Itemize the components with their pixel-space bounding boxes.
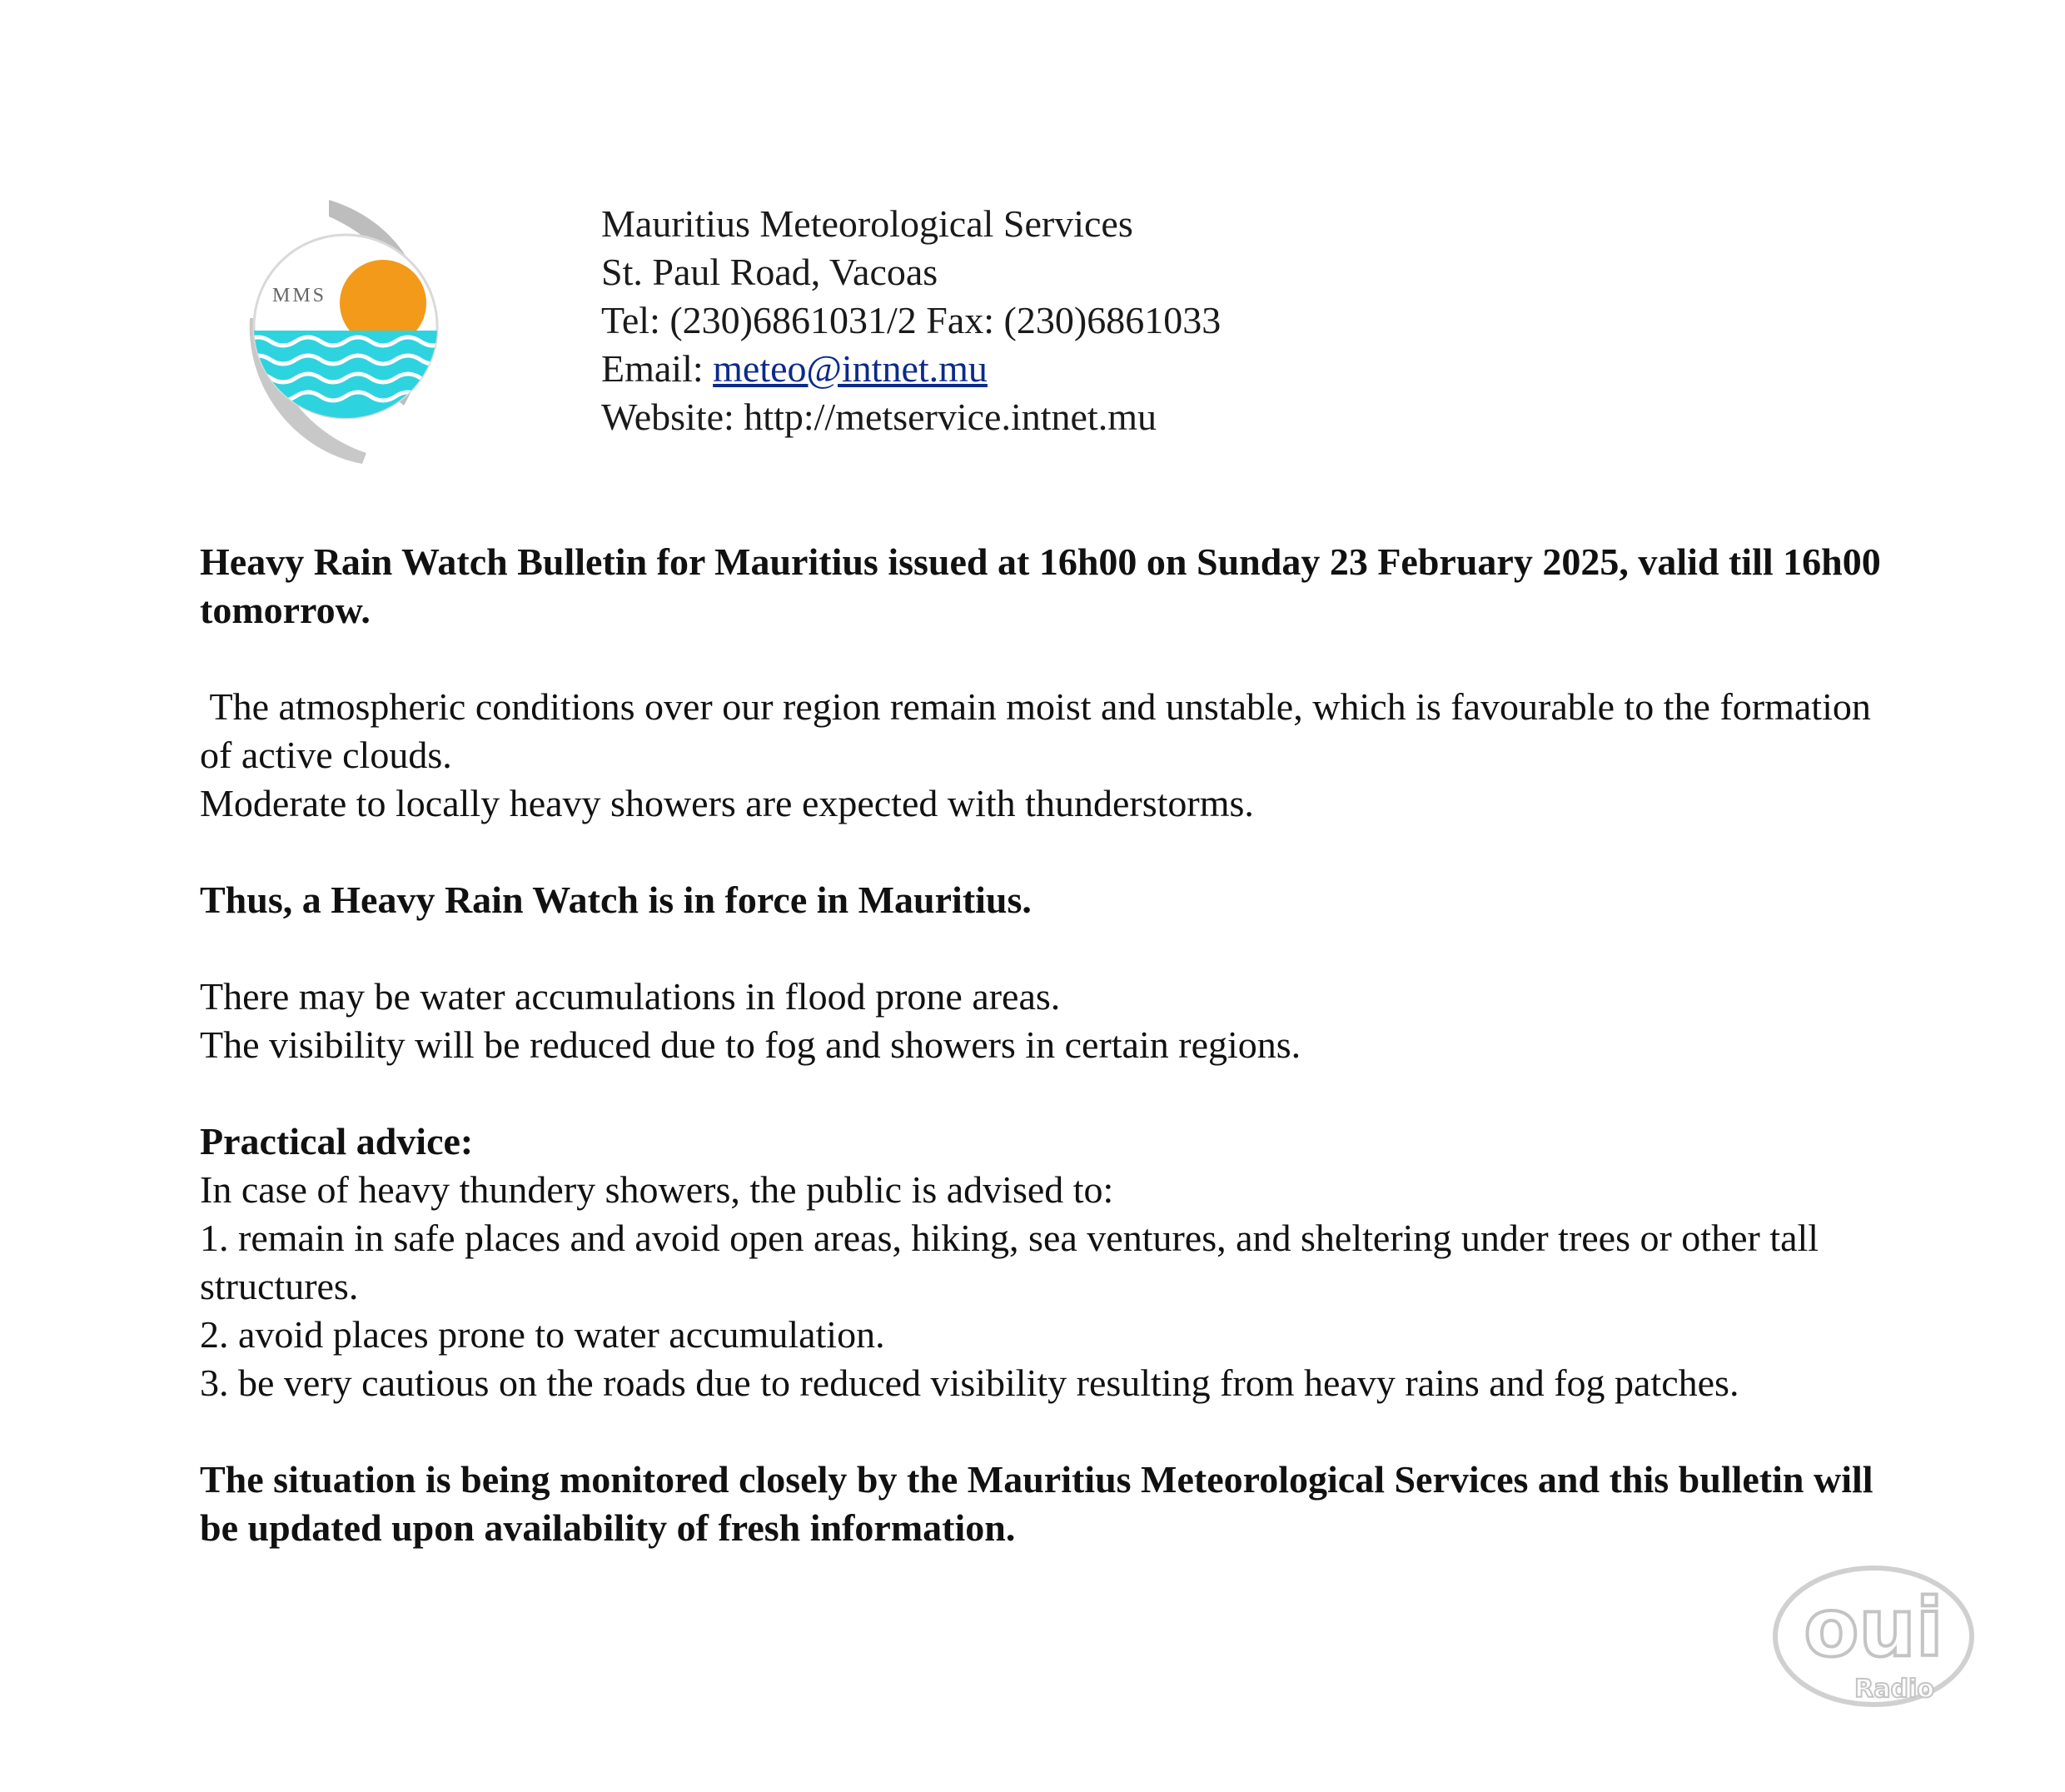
bulletin-body bbox=[200, 538, 1898, 1552]
address: St. Paul Road, Vacoas bbox=[601, 251, 938, 293]
email-link[interactable]: meteo@intnet.mu bbox=[713, 347, 988, 390]
flood-warning: There may be water accumulations in flood prone areas. bbox=[200, 975, 1061, 1018]
showers-forecast: Moderate to locally heavy showers are expected with thunderstorms. bbox=[200, 782, 1254, 824]
contact-header bbox=[601, 200, 1221, 441]
watermark-text: oui bbox=[1804, 1581, 1943, 1675]
email-line bbox=[601, 345, 1221, 393]
org-name: Mauritius Meteorological Services bbox=[601, 202, 1133, 245]
advice-item: 2. avoid places prone to water accumulation. bbox=[200, 1313, 885, 1356]
mms-logo bbox=[246, 193, 454, 468]
phone-fax: Tel: (230)6861031/2 Fax: (230)6861033 bbox=[601, 299, 1222, 341]
watch-statement: Thus, a Heavy Rain Watch is in force in Mauritius. bbox=[200, 879, 1032, 921]
logo-text: MMS bbox=[272, 285, 327, 306]
email-label: Email: bbox=[601, 347, 714, 390]
website: Website: http://metservice.intnet.mu bbox=[601, 396, 1157, 438]
visibility-warning: The visibility will be reduced due to fog and showers in certain regions. bbox=[200, 1023, 1301, 1066]
conditions-paragraph: The atmospheric conditions over our region remain moist and unstable, which is favourable to the formation of active clouds. bbox=[200, 685, 1881, 776]
advice-heading: Practical advice: bbox=[200, 1120, 474, 1162]
closing-statement: The situation is being monitored closely by the Mauritius Meteorological Services and this bulletin will be updated upon availability of fresh information. bbox=[200, 1458, 1873, 1549]
watermark-subtext: Radio bbox=[1854, 1675, 1934, 1704]
mms-sun-sea-logo-icon bbox=[246, 193, 454, 468]
advice-item: 1. remain in safe places and avoid open areas, hiking, sea ventures, and sheltering under trees or other tall structures. bbox=[200, 1217, 1819, 1307]
oui-radio-watermark-icon bbox=[1769, 1557, 1986, 1715]
advice-item: 3. be very cautious on the roads due to reduced visibility resulting from heavy rains and fog patches. bbox=[200, 1361, 1739, 1404]
advice-intro: In case of heavy thundery showers, the public is advised to: bbox=[200, 1168, 1114, 1211]
bulletin-title: Heavy Rain Watch Bulletin for Mauritius issued at 16h00 on Sunday 23 February 2025, valid till 16h00 tomorrow. bbox=[200, 540, 1881, 631]
